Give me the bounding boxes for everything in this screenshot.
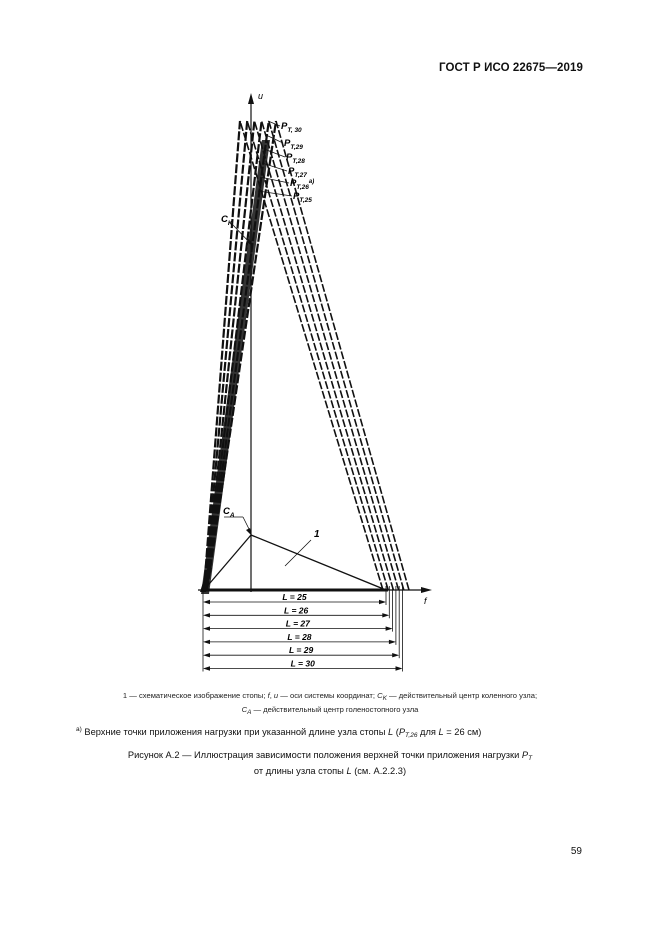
svg-text:PT,27: $P_{T,27}$ bbox=[288, 166, 307, 179]
dimension-label: L = 29 bbox=[289, 645, 314, 656]
right-load-line bbox=[247, 121, 388, 590]
right-load-line bbox=[269, 121, 404, 590]
legend-line-1: 1 — схематическое изображение стопы; f, u — оси системы координат; CK — действительный центр коленного узла; bbox=[122, 691, 538, 702]
svg-text:1: 1 bbox=[314, 529, 320, 540]
load-line-bundle bbox=[201, 140, 270, 594]
dimension-label: L = 27 bbox=[285, 618, 310, 629]
dimension-arrow bbox=[396, 666, 403, 670]
footnote: $^{а)}$ Верхние точки приложения нагрузки при указанной длине узла стопы L ($P_{T,26}$ для L = 26 см) bbox=[76, 726, 482, 739]
caption-line-1: Рисунок А.2 — Иллюстрация зависимости положения верхней точки приложения нагрузки $P_T$ bbox=[127, 750, 533, 762]
dimension-arrow bbox=[389, 640, 396, 644]
svg-text:PT,25: $P_{T,25}$ bbox=[293, 191, 312, 204]
foot-schematic bbox=[200, 535, 388, 592]
svg-text:CK: $C_K$ bbox=[221, 214, 233, 227]
knee-center-label bbox=[221, 214, 253, 246]
svg-text:PT,26а): $P_{T,26}^{а)}$ bbox=[290, 178, 315, 191]
dimension-label: L = 28 bbox=[287, 631, 312, 642]
caption-line-2: от длины узла стопы L (см. А.2.2.3) bbox=[253, 766, 407, 776]
svg-text:CA: $C_A$ bbox=[223, 506, 235, 519]
load-point-label bbox=[268, 121, 302, 134]
right-load-line bbox=[262, 121, 399, 590]
dimension-arrow bbox=[203, 600, 210, 604]
svg-text:PT,29: $P_{T,29}$ bbox=[284, 138, 303, 151]
right-load-line bbox=[254, 121, 393, 590]
svg-text:PT,28: $P_{T,28}$ bbox=[286, 152, 305, 165]
standard-code-header: ГОСТ Р ИСО 22675—2019 bbox=[438, 62, 583, 74]
dimension-arrow bbox=[203, 626, 210, 630]
ankle-center-label bbox=[223, 506, 252, 536]
dimension-arrow bbox=[382, 613, 389, 617]
figure-legend bbox=[60, 690, 600, 718]
dimension-label: L = 25 bbox=[282, 592, 307, 602]
dimension-arrow bbox=[203, 666, 210, 670]
axis-f-label: f bbox=[424, 596, 427, 606]
length-dimensions bbox=[203, 592, 403, 671]
dimension-arrow bbox=[379, 600, 386, 604]
axis-u-label: u bbox=[258, 91, 264, 101]
dimension-arrow bbox=[203, 640, 210, 644]
dimension-arrow bbox=[203, 613, 210, 617]
dimension-label: L = 26 bbox=[284, 605, 309, 616]
dimension-arrow bbox=[386, 626, 393, 630]
dimension-label: L = 30 bbox=[290, 658, 315, 669]
legend-line-2: CA — действительный центр голеностопного узла bbox=[241, 705, 419, 716]
dimension-arrow bbox=[203, 653, 210, 657]
page-number: 59 bbox=[570, 846, 582, 857]
dimension-arrow bbox=[392, 653, 399, 657]
figure-caption bbox=[60, 749, 600, 778]
svg-text:PT, 30: $P_{T, 30}$ bbox=[281, 121, 302, 134]
